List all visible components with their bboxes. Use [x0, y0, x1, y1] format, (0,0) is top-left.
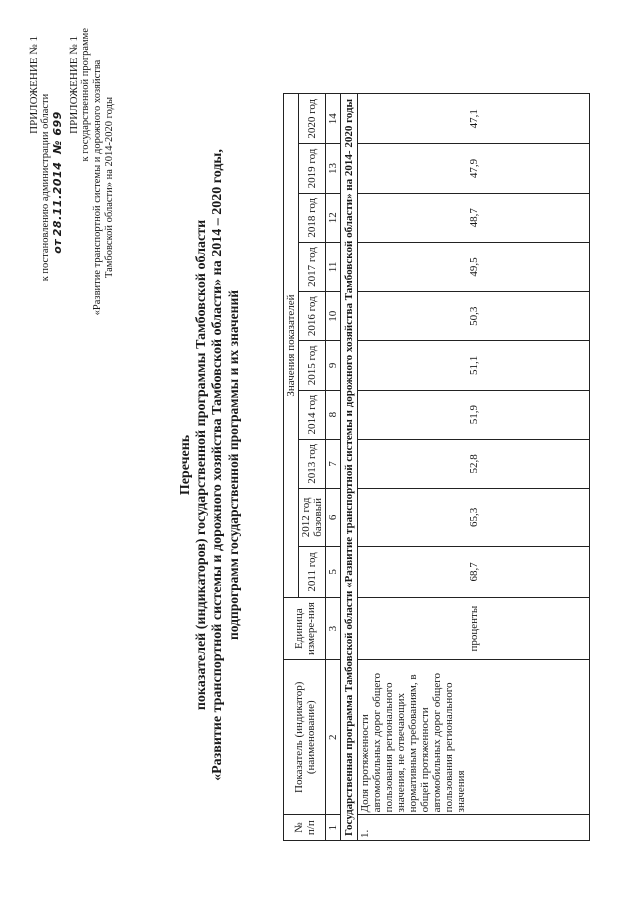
- program-title: Государственная программа Тамбовской области «Развитие транспортной системы и дорожного хозяйства Тамбовской области» на 2014- 2020 годы: [341, 94, 358, 841]
- program-row: [341, 94, 358, 841]
- row-value: 49,5: [358, 242, 590, 291]
- appendix-decree: к постановлению администрации области: [40, 93, 51, 282]
- header-year: 2019 год: [299, 144, 326, 193]
- col-number: 14: [326, 94, 341, 144]
- heading-line-2: «Развитие транспортной системы и дорожного хозяйства Тамбовской области» на 2014 – 2020 годы,: [210, 149, 225, 781]
- appendix-block: [28, 10, 116, 365]
- header-year: 2017 год: [299, 242, 326, 291]
- header-year: 2016 год: [299, 292, 326, 341]
- col-number: 2: [326, 660, 341, 815]
- heading-line-1: показателей (индикаторов) государственной программы Тамбовской области: [194, 219, 209, 711]
- col-number: 13: [326, 144, 341, 193]
- header-num: № п/п: [284, 815, 326, 841]
- appendix-program-ref: к государственной программе: [80, 28, 91, 162]
- indicators-table: [283, 93, 590, 841]
- column-numbers-row: [326, 94, 341, 841]
- col-number: 6: [326, 488, 341, 546]
- header-year: 2020 год: [299, 94, 326, 144]
- col-number: 5: [326, 546, 341, 597]
- decree-number: № 699: [51, 111, 64, 154]
- row-indicator-name: Доля протяженности автомобильных дорог общего пользования регионального значения, не отвечающих нормативным требованиям, в общей протяженности автомобильных дорог общего пользования регионального значения: [358, 660, 590, 815]
- date-prefix: от: [51, 238, 64, 254]
- appendix-title-1: ПРИЛОЖЕНИЕ № 1: [28, 36, 40, 134]
- appendix-signature-line: [52, 10, 65, 365]
- col-number: 8: [326, 390, 341, 439]
- table-row: [358, 94, 590, 841]
- col-number: 3: [326, 598, 341, 660]
- row-value: 48,7: [358, 193, 590, 242]
- col-number: 7: [326, 439, 341, 488]
- header-year: 2012 год базовый: [299, 488, 326, 546]
- header-year: 2011 год: [299, 546, 326, 597]
- header-unit: Единица измере-ния: [284, 598, 326, 660]
- row-unit: проценты: [358, 598, 590, 660]
- header-year: 2013 год: [299, 439, 326, 488]
- heading-title: Перечень: [178, 434, 193, 496]
- header-values-group: Значения показателей: [284, 94, 299, 598]
- header-year: 2014 год: [299, 390, 326, 439]
- appendix-title-2: ПРИЛОЖЕНИЕ № 1: [68, 36, 80, 134]
- col-number: 12: [326, 193, 341, 242]
- appendix-program-name-2: Тамбовской области» на 2014-2020 годы: [104, 96, 115, 279]
- heading-line-3: подпрограмм государственной программы и их значений: [226, 290, 241, 641]
- row-value: 50,3: [358, 292, 590, 341]
- document-heading: [178, 85, 242, 845]
- row-value: 47,9: [358, 144, 590, 193]
- row-value: 52,8: [358, 439, 590, 488]
- row-value: 51,9: [358, 390, 590, 439]
- col-number: 10: [326, 292, 341, 341]
- row-value: 68,7: [358, 546, 590, 597]
- row-value: 51,1: [358, 341, 590, 390]
- col-number: 9: [326, 341, 341, 390]
- header-year: 2018 год: [299, 193, 326, 242]
- col-number: 1: [326, 815, 341, 841]
- row-num: 1.: [358, 815, 590, 841]
- appendix-program-name-1: «Развитие транспортной системы и дорожного хозяйства: [92, 59, 103, 316]
- row-value: 65,3: [358, 488, 590, 546]
- row-value: 47,1: [358, 94, 590, 144]
- header-year: 2015 год: [299, 341, 326, 390]
- decree-date: 28.11.2014: [51, 161, 64, 237]
- header-indicator: Показатель (индикатор) (наименование): [284, 660, 326, 815]
- header-row-1: [284, 94, 299, 841]
- col-number: 11: [326, 242, 341, 291]
